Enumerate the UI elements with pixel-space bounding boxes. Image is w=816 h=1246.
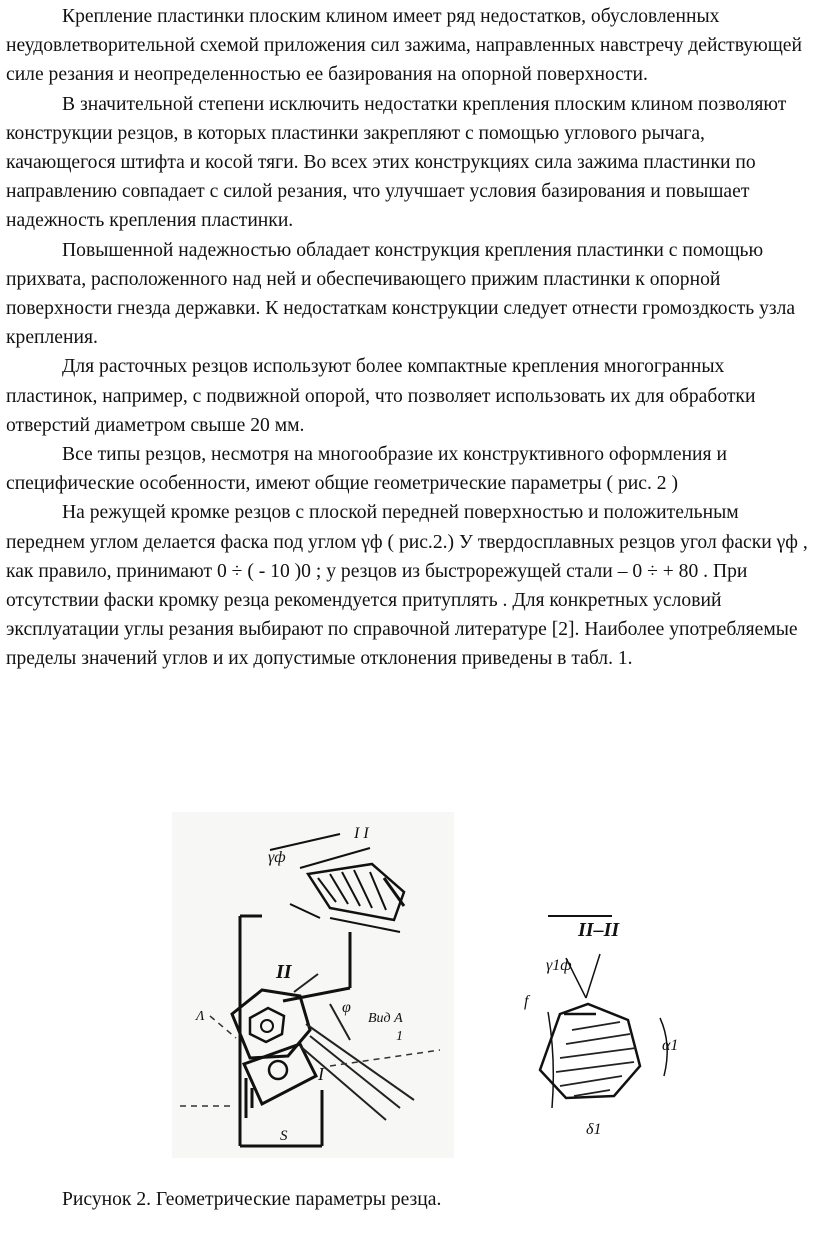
figure-2 <box>0 808 816 1168</box>
label-section-i-i: I I <box>354 825 369 842</box>
label-one: 1 <box>396 1029 403 1044</box>
right-labels <box>524 919 678 1138</box>
cutter-geometry-drawing <box>0 808 816 1168</box>
label-gamma-1f: γ1ф <box>546 957 572 974</box>
label-feed: S <box>280 1128 288 1144</box>
label-section-ii-ii: II–II <box>578 919 620 941</box>
paragraph-3: Повышенной надежностью обладает конструкция крепления пластинки с помощью прихвата, расположенного над ней и обеспечивающего прижим пластинки к опорной поверхности гнезда державки. К недостаткам конструкции следует отнести громоздкость узла крепления. <box>6 239 796 349</box>
label-view-a: Вид А <box>368 1011 403 1026</box>
paragraph-2: В значительной степени исключить недостатки крепления плоским клином позволяют конструкции резцов, в которых пластинки закрепляют с помощью углового рычага, качающегося штифта и косой тяги. Во всех этих конструкциях сила зажима пластинки по направлению совпадает с силой резания, что улучшает условия базирования и повышает надежность крепления пластинки. <box>6 93 787 232</box>
label-lambda: Λ <box>196 1009 205 1024</box>
label-gamma-f: γф <box>268 849 286 866</box>
paragraph-4: Для расточных резцов используют более компактные крепления многогранных пластинок, например, с подвижной опорой, что позволяет использовать их для обработки отверстий диаметром свыше 20 мм. <box>6 356 756 436</box>
paragraph-5: Все типы резцов, несмотря на многообразие их конструктивного оформления и специфические особенности, имеют общие геометрические параметры ( рис. 2 ) <box>6 444 727 495</box>
label-alpha-1: α1 <box>662 1037 679 1054</box>
label-phi: φ <box>342 999 351 1016</box>
label-f: f <box>524 993 529 1010</box>
body-text <box>6 2 808 674</box>
label-arrow-i: I <box>318 1064 324 1084</box>
label-section-ii: II <box>276 961 292 983</box>
paragraph-6: На режущей кромке резцов с плоской передней поверхностью и положительным переднем углом делается фаска под углом γф ( рис.2.) У твердосплавных резцов угол фаски γф , как правило, принимают 0 ÷ ( - 10 )0 ; у резцов из быстрорежущей стали – 0 ÷ + 80 . При отсутствии фаски кромку резца рекомендуется притуплять . Для конкретных условий эксплуатации углы резания выбирают по справочной литературе [2]. Наиболее употребляемые пределы значений углов и их допустимые отклонения приведены в табл. 1. <box>6 502 808 670</box>
label-delta-1: δ1 <box>586 1121 602 1138</box>
paragraph-1: Крепление пластинки плоским клином имеет ряд недостатков, обусловленных неудовлетворительной схемой приложения сил зажима, направленных навстречу действующей силе резания и неопределенностью ее базирования на опорной поверхности. <box>6 6 802 86</box>
figure-caption: Рисунок 2. Геометрические параметры резца. <box>62 1189 442 1210</box>
